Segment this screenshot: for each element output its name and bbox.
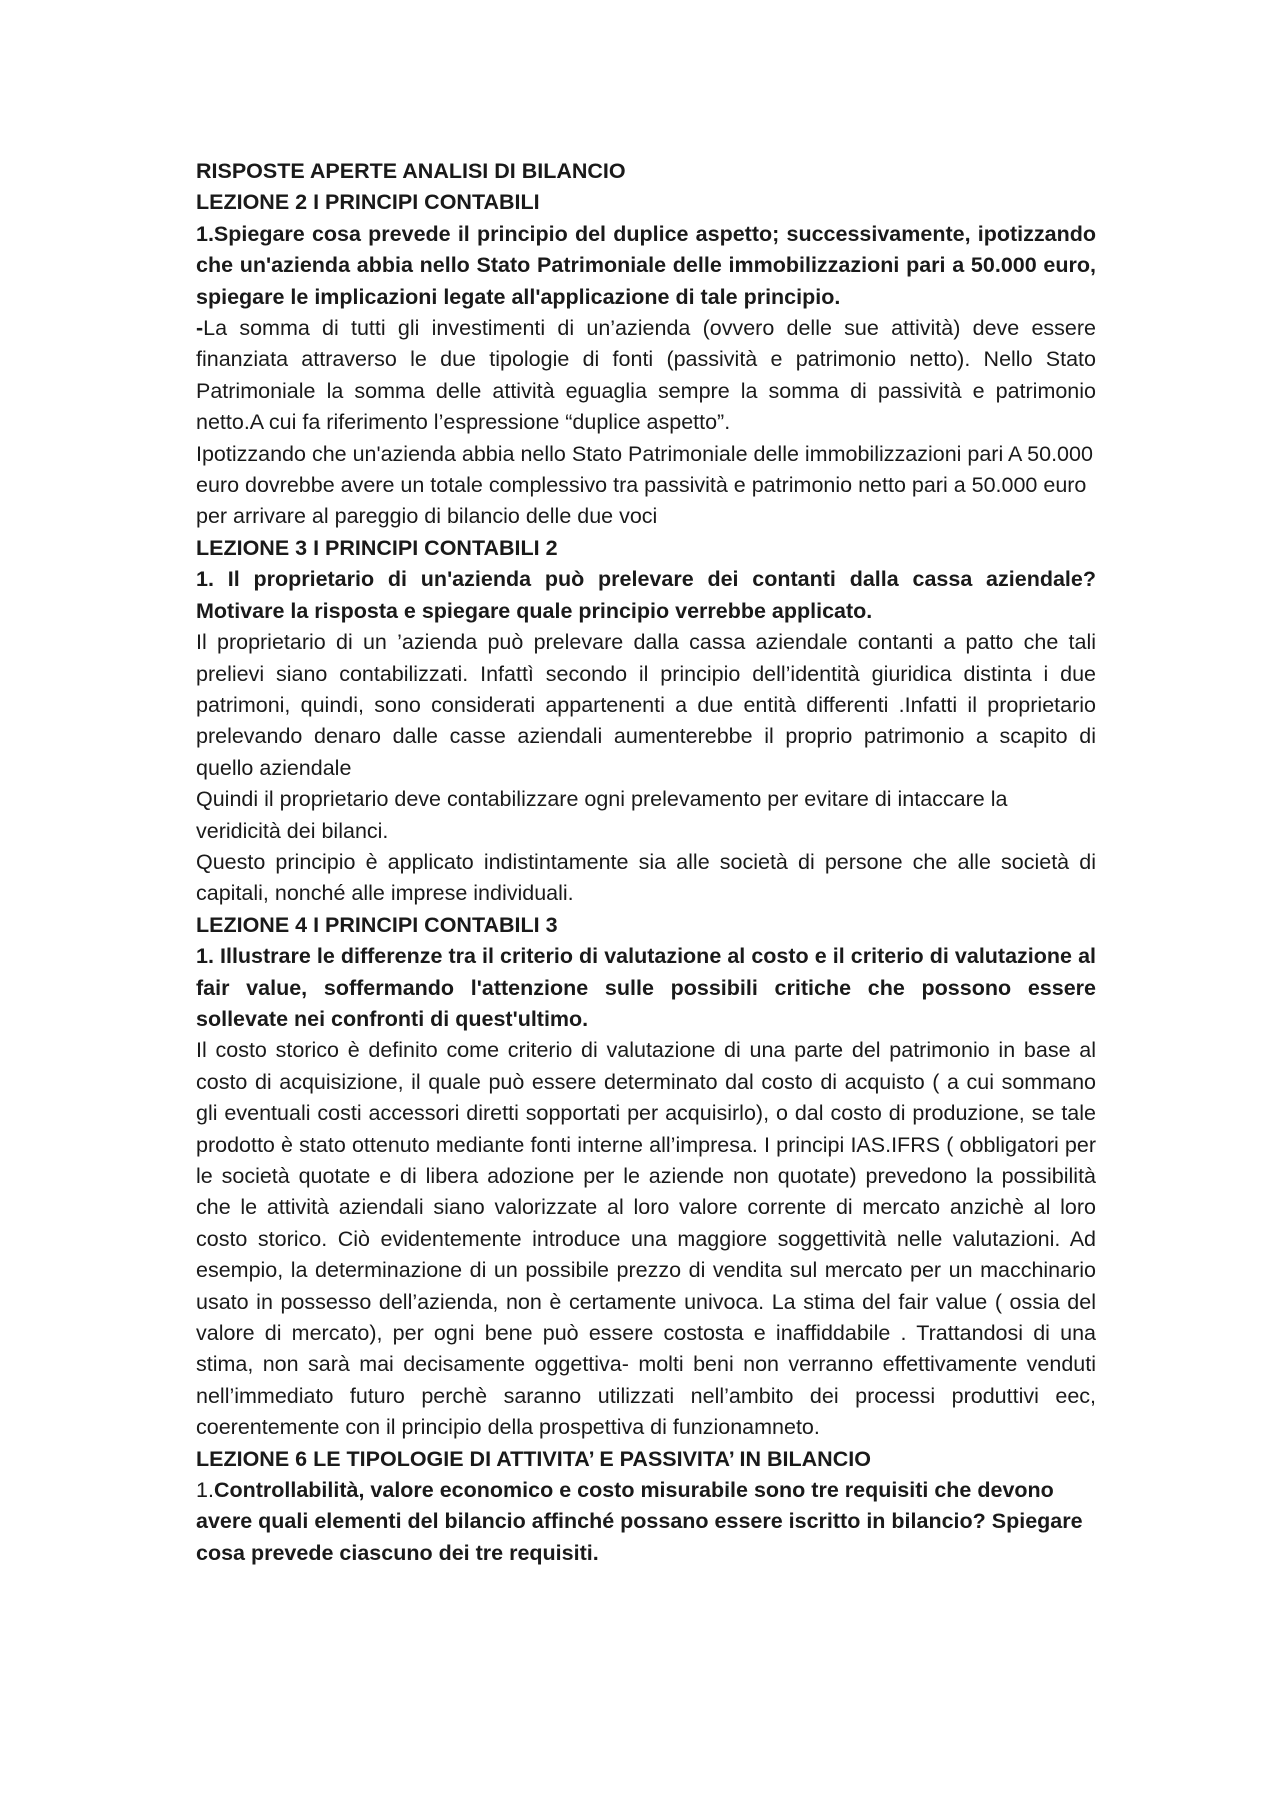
answer-paragraph: Quindi il proprietario deve contabilizzare ogni prelevamento per evitare di intaccare la veridicità dei bilanci. [196,787,1008,843]
lesson-heading: LEZIONE 6 LE TIPOLOGIE DI ATTIVITA’ E PASSIVITA’ IN BILANCIO [196,1446,871,1471]
question-text: 1. Il proprietario di un'azienda può prelevare dei contanti dalla cassa aziendale? Motivare la risposta e spiegare quale principio verrebbe applicato. [196,567,1096,623]
answer-paragraph [196,313,1096,439]
question-text: 1.Spiegare cosa prevede il principio del duplice aspetto; successivamente, ipotizzando che un'azienda abbia nello Stato Patrimoniale delle immobilizzazioni pari a 50.000 euro, spiegare le implicazioni legate all'applicazione di tale principio. [196,221,1096,309]
lesson-heading: LEZIONE 2 I PRINCIPI CONTABILI [196,190,540,215]
answer-paragraph: Il costo storico è definito come criterio di valutazione di una parte del patrimonio in base al costo di acquisizione, il quale può essere determinato dal costo di acquisto ( a cui sommano gli eventuali costi accessori diretti sopportati per acquisirlo), o dal costo di produzione, se tale prodotto è stato ottenuto mediante fonti interne all’impresa. I principi IAS.IFRS ( obbligatori per le società quotate e di libera adozione per le aziende non quotate) prevedono la possibilità che le attività aziendali siano valorizzate al loro valore corrente di mercato anzichè al loro costo storico. Ciò evidentemente introduce una maggiore soggettività nelle valutazioni. Ad esempio, la determinazione di un possibile prezzo di vendita sul mercato per un macchinario usato in possesso dell’azienda, non è certamente univoca. La stima del fair value ( ossia del valore di mercato), per ogni bene può essere costosta e inaffiddabile . Trattandosi di una stima, non sarà mai decisamente oggettiva- molti beni non verranno effettivamente venduti nell’immediato futuro perchè saranno utilizzati nell’ambito dei processi produttivi eec, coerentemente con il principio della prospettiva di funzionamneto. [196,1038,1096,1440]
lesson-heading: LEZIONE 4 I PRINCIPI CONTABILI 3 [196,912,558,937]
answer-paragraph: Questo principio è applicato indistintamente sia alle società di persone che alle società di capitali, nonché alle imprese individuali. [196,849,1096,906]
document-title: RISPOSTE APERTE ANALISI DI BILANCIO [196,159,626,183]
question-body: Controllabilità, valore economico e costo misurabile sono tre requisiti che devono avere quali elementi del bilancio affinché possano essere iscritto in bilancio? Spiegare cosa prevede ciascuno dei tre requisiti. [196,1478,1083,1565]
answer-paragraph: Ipotizzando che un'azienda abbia nello Stato Patrimoniale delle immobilizzazioni pari A 50.000 euro dovrebbe avere un totale complessivo tra passività e patrimonio netto pari a 50.000 euro per arrivare al pareggio di bilancio delle due voci [196,441,1093,529]
question-text: 1. Illustrare le differenze tra il criterio di valutazione al costo e il criterio di valutazione al fair value, soffermando l'attenzione sulle possibili critiche che possono essere sollevate nei confronti di quest'ultimo. [196,944,1096,1031]
answer-text: La somma di tutti gli investimenti di un’azienda (ovvero delle sue attività) deve essere finanziata attraverso le due tipologie di fonti (passività e patrimonio netto). Nello Stato Patrimoniale la somma delle attività eguaglia sempre la somma di passività e patrimonio netto.A cui fa riferimento l’espressione “duplice aspetto”. [196,316,1096,435]
answer-paragraph: Il proprietario di un ’azienda può prelevare dalla cassa aziendale contanti a patto che tali prelievi siano contabilizzati. Infattì secondo il principio dell’identità giuridica distinta i due patrimoni, quindi, sono considerati appartenenti a due entità differenti .Infatti il proprietario prelevando denaro dalle casse aziendali aumenterebbe il proprio patrimonio a scapito di quello aziendale [196,630,1096,780]
document-page [196,156,1096,1569]
question-number: 1. [196,1478,214,1503]
answer-dash: - [196,316,204,341]
lesson-heading: LEZIONE 3 I PRINCIPI CONTABILI 2 [196,535,558,560]
question-text [196,1475,1096,1569]
